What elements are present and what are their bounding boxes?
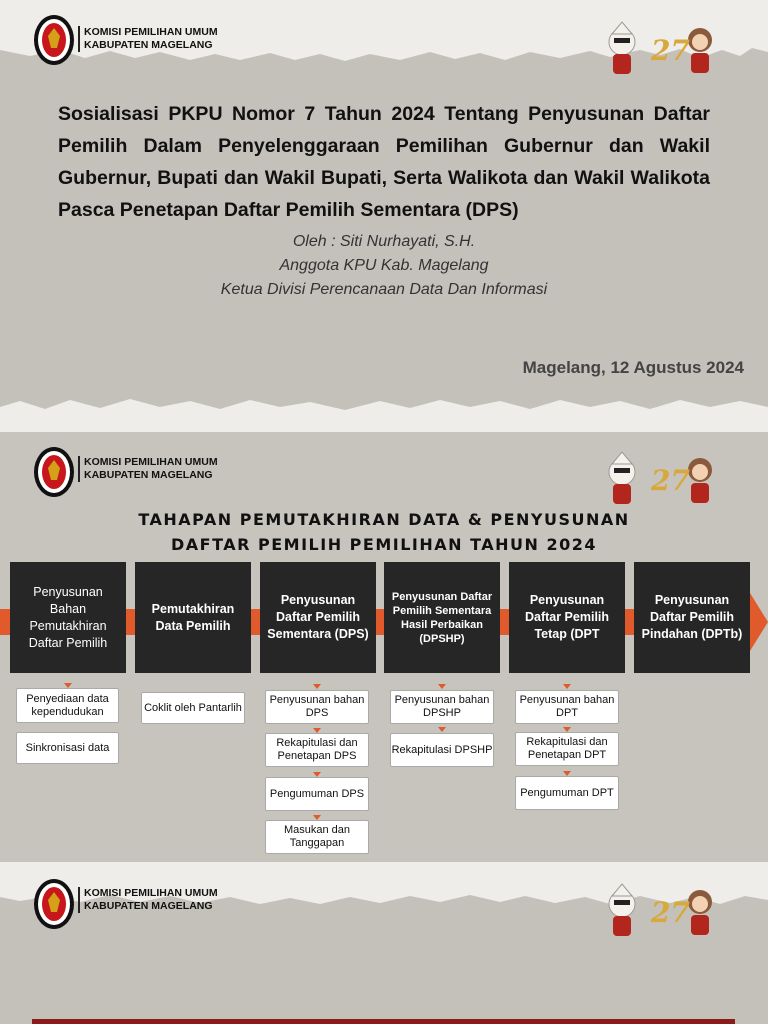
stage-6-box: [634, 562, 750, 673]
svg-text:27: 27: [651, 34, 690, 67]
stage-2-box: [135, 562, 251, 673]
substep-card: Masukan dan Tanggapan: [265, 820, 369, 854]
chevron-down-icon: [313, 684, 321, 689]
org-name: [78, 26, 218, 52]
kpu-logo-icon: [33, 878, 75, 930]
stage-3-box: [260, 562, 376, 673]
stage-2-label: Pemutakhiran Data Pemilih: [151, 601, 235, 633]
place-date: Magelang, 12 Agustus 2024: [522, 358, 744, 377]
org-name-line1: KOMISI PEMILIHAN UMUM: [84, 887, 218, 899]
stage-4-label: Penyusunan Daftar Pemilih Sementara Hasil Perbaikan (DPSHP): [391, 590, 493, 645]
chevron-down-icon: [563, 684, 571, 689]
substep-card: Pengumuman DPT: [515, 776, 619, 810]
org-name-line1: KOMISI PEMILIHAN UMUM: [84, 26, 218, 38]
presentation-title: Sosialisasi PKPU Nomor 7 Tahun 2024 Tentang Penyusunan Daftar Pemilih Dalam Penyelenggaraan Pemilihan Gubernur dan Wakil Gubernur, Bupati dan Wakil Bupati, Serta Walikota dan Wakil Walikota Pasca Penetapan Daftar Pemilih Sementara (DPS): [58, 103, 710, 221]
substep-card: Sinkronisasi data: [16, 732, 119, 764]
stage-1-label: Penyusunan Bahan Pemutakhiran Daftar Pemilih: [28, 584, 108, 650]
chevron-down-icon: [438, 727, 446, 732]
stage-5-box: [509, 562, 625, 673]
substep-card: Penyediaan data kependudukan: [16, 688, 119, 723]
mascot-anniversary-icon: [604, 882, 724, 942]
org-name-line2: KABUPATEN MAGELANG: [84, 900, 213, 912]
stage-4-box: [384, 562, 500, 673]
substep-card: Rekapitulasi dan Penetapan DPS: [265, 733, 369, 767]
svg-text:27: 27: [651, 464, 690, 497]
org-name-line1: KOMISI PEMILIHAN UMUM: [84, 456, 218, 468]
author-role: Anggota KPU Kab. Magelang: [279, 257, 489, 274]
org-name-line2: KABUPATEN MAGELANG: [84, 39, 213, 51]
substep-card: Penyusunan bahan DPS: [265, 690, 369, 724]
stage-5-label: Penyusunan Daftar Pemilih Tetap (DPT: [524, 593, 610, 641]
substep-card: Rekapitulasi dan Penetapan DPT: [515, 732, 619, 766]
mascot-anniversary-icon: [604, 20, 724, 80]
slide-3: [0, 862, 768, 1024]
substep-card: Pengumuman DPS: [265, 777, 369, 811]
author: Oleh : Siti Nurhayati, S.H.: [292, 233, 476, 250]
flow-title-line1: TAHAPAN PEMUTAKHIRAN DATA & PENYUSUNAN: [138, 510, 630, 529]
torn-paper-bottom: [0, 395, 768, 432]
stage-3-label: Penyusunan Daftar Pemilih Sementara (DPS): [267, 593, 369, 641]
slide-1: [0, 0, 768, 432]
kpu-logo-icon: [33, 446, 75, 498]
stage-1-box: [10, 562, 126, 673]
org-name-line2: KABUPATEN MAGELANG: [84, 469, 213, 481]
substep-card: Penyusunan bahan DPT: [515, 690, 619, 724]
stage-6-label: Penyusunan Daftar Pemilih Pindahan (DPTb): [641, 593, 743, 641]
author-division: Ketua Divisi Perencanaan Data Dan Informasi: [220, 281, 548, 298]
kpu-logo-icon: [33, 14, 75, 66]
slide-3-content-bar: [32, 1019, 735, 1024]
org-name: [78, 456, 218, 482]
svg-text:27: 27: [651, 896, 690, 929]
mascot-anniversary-icon: [604, 450, 724, 510]
substep-card: Coklit oleh Pantarlih: [141, 692, 245, 724]
chevron-down-icon: [438, 684, 446, 689]
flow-title-line2: DAFTAR PEMILIH PEMILIHAN TAHUN 2024: [170, 535, 598, 554]
substep-card: Rekapitulasi DPSHP: [390, 733, 494, 767]
org-name: [78, 887, 218, 913]
substep-card: Penyusunan bahan DPSHP: [390, 690, 494, 724]
